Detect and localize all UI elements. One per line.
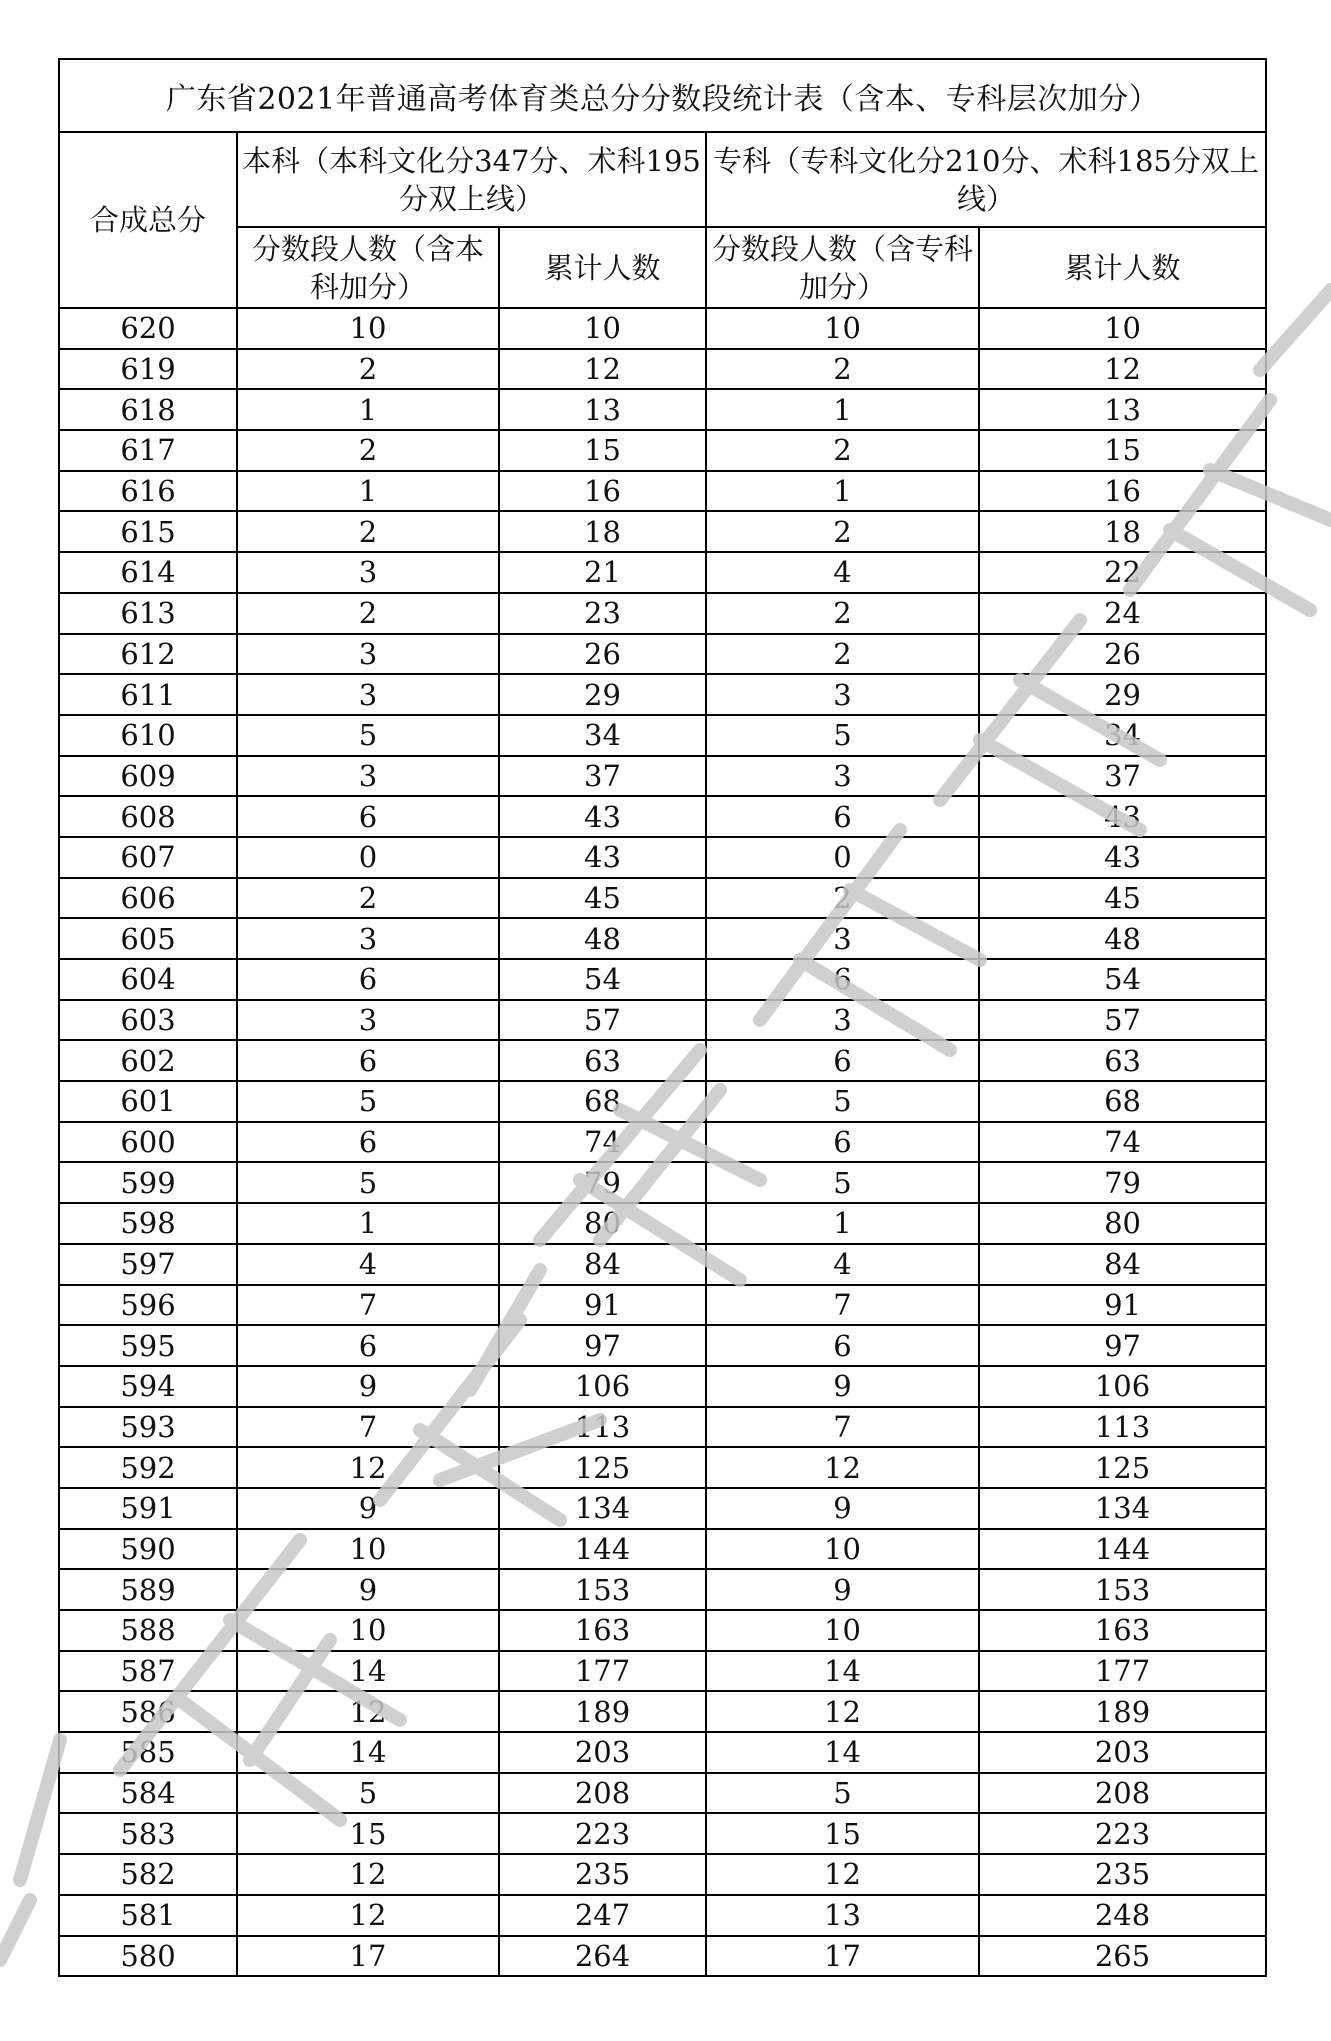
benke-count-cell: 9 — [237, 1488, 499, 1529]
table-row — [59, 1529, 1266, 1570]
zhuanke-cumulative-cell: 13 — [979, 389, 1266, 430]
zhuanke-cumulative-cell: 12 — [979, 349, 1266, 390]
table-row — [59, 1813, 1266, 1854]
benke-cumulative-cell: 45 — [499, 878, 706, 919]
total-score-cell: 585 — [59, 1732, 237, 1773]
total-score-cell: 582 — [59, 1854, 237, 1895]
total-score-cell: 603 — [59, 1000, 237, 1041]
zhuanke-count-cell: 6 — [706, 1325, 979, 1366]
zhuanke-count-cell: 14 — [706, 1651, 979, 1692]
zhuanke-count-cell: 9 — [706, 1488, 979, 1529]
zhuanke-count-cell: 3 — [706, 918, 979, 959]
benke-cumulative-cell: 189 — [499, 1691, 706, 1732]
header-zhuanke-group: 专科（专科文化分210分、术科185分双上线） — [706, 132, 1266, 227]
table-row — [59, 389, 1266, 430]
benke-count-cell: 10 — [237, 308, 499, 349]
benke-count-cell: 4 — [237, 1244, 499, 1285]
table-row — [59, 634, 1266, 675]
total-score-cell: 589 — [59, 1569, 237, 1610]
benke-count-cell: 12 — [237, 1447, 499, 1488]
zhuanke-cumulative-cell: 57 — [979, 1000, 1266, 1041]
total-score-cell: 596 — [59, 1285, 237, 1326]
benke-cumulative-cell: 63 — [499, 1040, 706, 1081]
zhuanke-count-cell: 3 — [706, 1000, 979, 1041]
total-score-cell: 602 — [59, 1040, 237, 1081]
table-row — [59, 471, 1266, 512]
benke-cumulative-cell: 21 — [499, 552, 706, 593]
total-score-cell: 601 — [59, 1081, 237, 1122]
table-row — [59, 1651, 1266, 1692]
zhuanke-cumulative-cell: 43 — [979, 796, 1266, 837]
table-row — [59, 511, 1266, 552]
table-row — [59, 1325, 1266, 1366]
benke-cumulative-cell: 34 — [499, 715, 706, 756]
total-score-cell: 620 — [59, 308, 237, 349]
zhuanke-count-cell: 5 — [706, 1773, 979, 1814]
zhuanke-count-cell: 3 — [706, 674, 979, 715]
benke-count-cell: 1 — [237, 471, 499, 512]
total-score-cell: 619 — [59, 349, 237, 390]
total-score-cell: 590 — [59, 1529, 237, 1570]
zhuanke-cumulative-cell: 45 — [979, 878, 1266, 919]
zhuanke-cumulative-cell: 74 — [979, 1122, 1266, 1163]
benke-cumulative-cell: 54 — [499, 959, 706, 1000]
table-row — [59, 1162, 1266, 1203]
zhuanke-cumulative-cell: 80 — [979, 1203, 1266, 1244]
total-score-cell: 581 — [59, 1895, 237, 1936]
benke-cumulative-cell: 68 — [499, 1081, 706, 1122]
zhuanke-cumulative-cell: 37 — [979, 756, 1266, 797]
zhuanke-count-cell: 5 — [706, 1162, 979, 1203]
benke-count-cell: 6 — [237, 959, 499, 1000]
total-score-cell: 610 — [59, 715, 237, 756]
zhuanke-cumulative-cell: 63 — [979, 1040, 1266, 1081]
benke-cumulative-cell: 26 — [499, 634, 706, 675]
benke-cumulative-cell: 13 — [499, 389, 706, 430]
table-row — [59, 918, 1266, 959]
benke-count-cell: 15 — [237, 1813, 499, 1854]
zhuanke-count-cell: 17 — [706, 1936, 979, 1977]
table-row — [59, 1040, 1266, 1081]
score-statistics-table — [58, 58, 1267, 1977]
benke-cumulative-cell: 208 — [499, 1773, 706, 1814]
zhuanke-count-cell: 14 — [706, 1732, 979, 1773]
header-zhuanke-count: 分数段人数（含专科加分） — [706, 227, 979, 308]
benke-count-cell: 17 — [237, 1936, 499, 1977]
benke-cumulative-cell: 79 — [499, 1162, 706, 1203]
benke-count-cell: 5 — [237, 1773, 499, 1814]
benke-count-cell: 2 — [237, 430, 499, 471]
table-row — [59, 430, 1266, 471]
zhuanke-cumulative-cell: 208 — [979, 1773, 1266, 1814]
zhuanke-count-cell: 7 — [706, 1407, 979, 1448]
total-score-cell: 617 — [59, 430, 237, 471]
total-score-cell: 588 — [59, 1610, 237, 1651]
zhuanke-cumulative-cell: 54 — [979, 959, 1266, 1000]
benke-count-cell: 6 — [237, 796, 499, 837]
table-row — [59, 1895, 1266, 1936]
zhuanke-count-cell: 12 — [706, 1447, 979, 1488]
zhuanke-cumulative-cell: 163 — [979, 1610, 1266, 1651]
zhuanke-cumulative-cell: 10 — [979, 308, 1266, 349]
zhuanke-count-cell: 9 — [706, 1569, 979, 1610]
total-score-cell: 599 — [59, 1162, 237, 1203]
table-row — [59, 593, 1266, 634]
zhuanke-cumulative-cell: 34 — [979, 715, 1266, 756]
zhuanke-cumulative-cell: 189 — [979, 1691, 1266, 1732]
zhuanke-count-cell: 5 — [706, 715, 979, 756]
total-score-cell: 616 — [59, 471, 237, 512]
benke-count-cell: 2 — [237, 349, 499, 390]
table-row — [59, 1610, 1266, 1651]
zhuanke-count-cell: 4 — [706, 1244, 979, 1285]
zhuanke-cumulative-cell: 203 — [979, 1732, 1266, 1773]
zhuanke-cumulative-cell: 153 — [979, 1569, 1266, 1610]
benke-count-cell: 12 — [237, 1895, 499, 1936]
benke-cumulative-cell: 125 — [499, 1447, 706, 1488]
total-score-cell: 605 — [59, 918, 237, 959]
table-row — [59, 1488, 1266, 1529]
total-score-cell: 614 — [59, 552, 237, 593]
benke-cumulative-cell: 235 — [499, 1854, 706, 1895]
benke-cumulative-cell: 43 — [499, 796, 706, 837]
benke-cumulative-cell: 97 — [499, 1325, 706, 1366]
table-row — [59, 1732, 1266, 1773]
zhuanke-count-cell: 3 — [706, 756, 979, 797]
benke-count-cell: 3 — [237, 1000, 499, 1041]
zhuanke-cumulative-cell: 125 — [979, 1447, 1266, 1488]
zhuanke-cumulative-cell: 15 — [979, 430, 1266, 471]
total-score-cell: 592 — [59, 1447, 237, 1488]
table-row — [59, 796, 1266, 837]
total-score-cell: 613 — [59, 593, 237, 634]
benke-cumulative-cell: 80 — [499, 1203, 706, 1244]
benke-count-cell: 6 — [237, 1040, 499, 1081]
zhuanke-cumulative-cell: 26 — [979, 634, 1266, 675]
table-row — [59, 1000, 1266, 1041]
zhuanke-cumulative-cell: 18 — [979, 511, 1266, 552]
header-zhuanke-cumulative: 累计人数 — [979, 227, 1266, 308]
benke-count-cell: 7 — [237, 1407, 499, 1448]
benke-cumulative-cell: 163 — [499, 1610, 706, 1651]
table-row — [59, 1936, 1266, 1977]
benke-count-cell: 1 — [237, 389, 499, 430]
zhuanke-count-cell: 6 — [706, 796, 979, 837]
benke-count-cell: 5 — [237, 715, 499, 756]
zhuanke-count-cell: 2 — [706, 878, 979, 919]
total-score-cell: 591 — [59, 1488, 237, 1529]
benke-cumulative-cell: 15 — [499, 430, 706, 471]
table-row — [59, 1366, 1266, 1407]
benke-count-cell: 5 — [237, 1081, 499, 1122]
total-score-cell: 597 — [59, 1244, 237, 1285]
benke-cumulative-cell: 177 — [499, 1651, 706, 1692]
benke-count-cell: 3 — [237, 756, 499, 797]
benke-cumulative-cell: 106 — [499, 1366, 706, 1407]
table-row — [59, 1447, 1266, 1488]
zhuanke-count-cell: 7 — [706, 1285, 979, 1326]
total-score-cell: 586 — [59, 1691, 237, 1732]
table-row — [59, 308, 1266, 349]
benke-cumulative-cell: 10 — [499, 308, 706, 349]
benke-count-cell: 3 — [237, 674, 499, 715]
zhuanke-cumulative-cell: 265 — [979, 1936, 1266, 1977]
benke-count-cell: 14 — [237, 1651, 499, 1692]
zhuanke-count-cell: 9 — [706, 1366, 979, 1407]
benke-count-cell: 0 — [237, 837, 499, 878]
zhuanke-cumulative-cell: 144 — [979, 1529, 1266, 1570]
table-row — [59, 1203, 1266, 1244]
zhuanke-cumulative-cell: 16 — [979, 471, 1266, 512]
table-row — [59, 959, 1266, 1000]
benke-count-cell: 2 — [237, 511, 499, 552]
zhuanke-count-cell: 5 — [706, 1081, 979, 1122]
benke-count-cell: 3 — [237, 634, 499, 675]
benke-cumulative-cell: 12 — [499, 349, 706, 390]
zhuanke-cumulative-cell: 79 — [979, 1162, 1266, 1203]
table-row — [59, 349, 1266, 390]
benke-count-cell: 2 — [237, 593, 499, 634]
zhuanke-cumulative-cell: 68 — [979, 1081, 1266, 1122]
benke-cumulative-cell: 43 — [499, 837, 706, 878]
header-benke-cumulative: 累计人数 — [499, 227, 706, 308]
zhuanke-count-cell: 15 — [706, 1813, 979, 1854]
table-row — [59, 1773, 1266, 1814]
table-row — [59, 1244, 1266, 1285]
zhuanke-cumulative-cell: 235 — [979, 1854, 1266, 1895]
total-score-cell: 598 — [59, 1203, 237, 1244]
benke-count-cell: 9 — [237, 1569, 499, 1610]
zhuanke-cumulative-cell: 97 — [979, 1325, 1266, 1366]
zhuanke-count-cell: 10 — [706, 1529, 979, 1570]
zhuanke-cumulative-cell: 177 — [979, 1651, 1266, 1692]
zhuanke-cumulative-cell: 106 — [979, 1366, 1266, 1407]
total-score-cell: 608 — [59, 796, 237, 837]
total-score-cell: 615 — [59, 511, 237, 552]
table-row — [59, 1285, 1266, 1326]
total-score-cell: 609 — [59, 756, 237, 797]
header-benke-group: 本科（本科文化分347分、术科195分双上线） — [237, 132, 706, 227]
zhuanke-count-cell: 6 — [706, 959, 979, 1000]
benke-cumulative-cell: 23 — [499, 593, 706, 634]
benke-cumulative-cell: 247 — [499, 1895, 706, 1936]
table-row — [59, 1407, 1266, 1448]
benke-cumulative-cell: 57 — [499, 1000, 706, 1041]
total-score-cell: 600 — [59, 1122, 237, 1163]
benke-cumulative-cell: 113 — [499, 1407, 706, 1448]
zhuanke-cumulative-cell: 29 — [979, 674, 1266, 715]
zhuanke-cumulative-cell: 91 — [979, 1285, 1266, 1326]
benke-cumulative-cell: 203 — [499, 1732, 706, 1773]
benke-count-cell: 6 — [237, 1325, 499, 1366]
zhuanke-count-cell: 1 — [706, 389, 979, 430]
table-row — [59, 1569, 1266, 1610]
total-score-cell: 606 — [59, 878, 237, 919]
zhuanke-cumulative-cell: 22 — [979, 552, 1266, 593]
benke-cumulative-cell: 48 — [499, 918, 706, 959]
benke-count-cell: 12 — [237, 1854, 499, 1895]
total-score-cell: 583 — [59, 1813, 237, 1854]
benke-count-cell: 7 — [237, 1285, 499, 1326]
header-benke-count: 分数段人数（含本科加分） — [237, 227, 499, 308]
benke-cumulative-cell: 264 — [499, 1936, 706, 1977]
zhuanke-cumulative-cell: 84 — [979, 1244, 1266, 1285]
total-score-cell: 593 — [59, 1407, 237, 1448]
benke-cumulative-cell: 84 — [499, 1244, 706, 1285]
zhuanke-count-cell: 4 — [706, 552, 979, 593]
zhuanke-count-cell: 2 — [706, 349, 979, 390]
benke-count-cell: 3 — [237, 552, 499, 593]
benke-cumulative-cell: 18 — [499, 511, 706, 552]
zhuanke-count-cell: 0 — [706, 837, 979, 878]
benke-count-cell: 10 — [237, 1610, 499, 1651]
zhuanke-cumulative-cell: 43 — [979, 837, 1266, 878]
zhuanke-count-cell: 2 — [706, 511, 979, 552]
total-score-cell: 612 — [59, 634, 237, 675]
table-row — [59, 552, 1266, 593]
zhuanke-count-cell: 6 — [706, 1122, 979, 1163]
benke-cumulative-cell: 153 — [499, 1569, 706, 1610]
benke-count-cell: 10 — [237, 1529, 499, 1570]
total-score-cell: 611 — [59, 674, 237, 715]
zhuanke-count-cell: 6 — [706, 1040, 979, 1081]
zhuanke-cumulative-cell: 24 — [979, 593, 1266, 634]
zhuanke-count-cell: 2 — [706, 430, 979, 471]
total-score-cell: 580 — [59, 1936, 237, 1977]
table-row — [59, 1122, 1266, 1163]
benke-cumulative-cell: 91 — [499, 1285, 706, 1326]
total-score-cell: 594 — [59, 1366, 237, 1407]
zhuanke-cumulative-cell: 113 — [979, 1407, 1266, 1448]
zhuanke-count-cell: 12 — [706, 1854, 979, 1895]
benke-count-cell: 12 — [237, 1691, 499, 1732]
zhuanke-count-cell: 10 — [706, 308, 979, 349]
table-row — [59, 756, 1266, 797]
zhuanke-cumulative-cell: 248 — [979, 1895, 1266, 1936]
benke-cumulative-cell: 134 — [499, 1488, 706, 1529]
table-row — [59, 1691, 1266, 1732]
zhuanke-cumulative-cell: 223 — [979, 1813, 1266, 1854]
table-body — [59, 308, 1266, 1976]
table-row — [59, 1854, 1266, 1895]
benke-count-cell: 2 — [237, 878, 499, 919]
zhuanke-cumulative-cell: 134 — [979, 1488, 1266, 1529]
benke-cumulative-cell: 16 — [499, 471, 706, 512]
benke-count-cell: 14 — [237, 1732, 499, 1773]
zhuanke-count-cell: 2 — [706, 593, 979, 634]
table-row — [59, 674, 1266, 715]
total-score-cell: 618 — [59, 389, 237, 430]
zhuanke-count-cell: 1 — [706, 471, 979, 512]
table-row — [59, 715, 1266, 756]
total-score-cell: 604 — [59, 959, 237, 1000]
benke-cumulative-cell: 29 — [499, 674, 706, 715]
total-score-cell: 607 — [59, 837, 237, 878]
zhuanke-count-cell: 13 — [706, 1895, 979, 1936]
total-score-cell: 587 — [59, 1651, 237, 1692]
zhuanke-count-cell: 2 — [706, 634, 979, 675]
total-score-cell: 595 — [59, 1325, 237, 1366]
table-row — [59, 1081, 1266, 1122]
benke-cumulative-cell: 74 — [499, 1122, 706, 1163]
zhuanke-cumulative-cell: 48 — [979, 918, 1266, 959]
header-total-score: 合成总分 — [59, 132, 237, 308]
table-title: 广东省2021年普通高考体育类总分分数段统计表（含本、专科层次加分） — [59, 59, 1266, 132]
table-row — [59, 837, 1266, 878]
benke-count-cell: 1 — [237, 1203, 499, 1244]
benke-count-cell: 3 — [237, 918, 499, 959]
benke-count-cell: 9 — [237, 1366, 499, 1407]
benke-count-cell: 5 — [237, 1162, 499, 1203]
benke-count-cell: 6 — [237, 1122, 499, 1163]
benke-cumulative-cell: 223 — [499, 1813, 706, 1854]
zhuanke-count-cell: 10 — [706, 1610, 979, 1651]
benke-cumulative-cell: 37 — [499, 756, 706, 797]
total-score-cell: 584 — [59, 1773, 237, 1814]
zhuanke-count-cell: 12 — [706, 1691, 979, 1732]
zhuanke-count-cell: 1 — [706, 1203, 979, 1244]
benke-cumulative-cell: 144 — [499, 1529, 706, 1570]
table-row — [59, 878, 1266, 919]
